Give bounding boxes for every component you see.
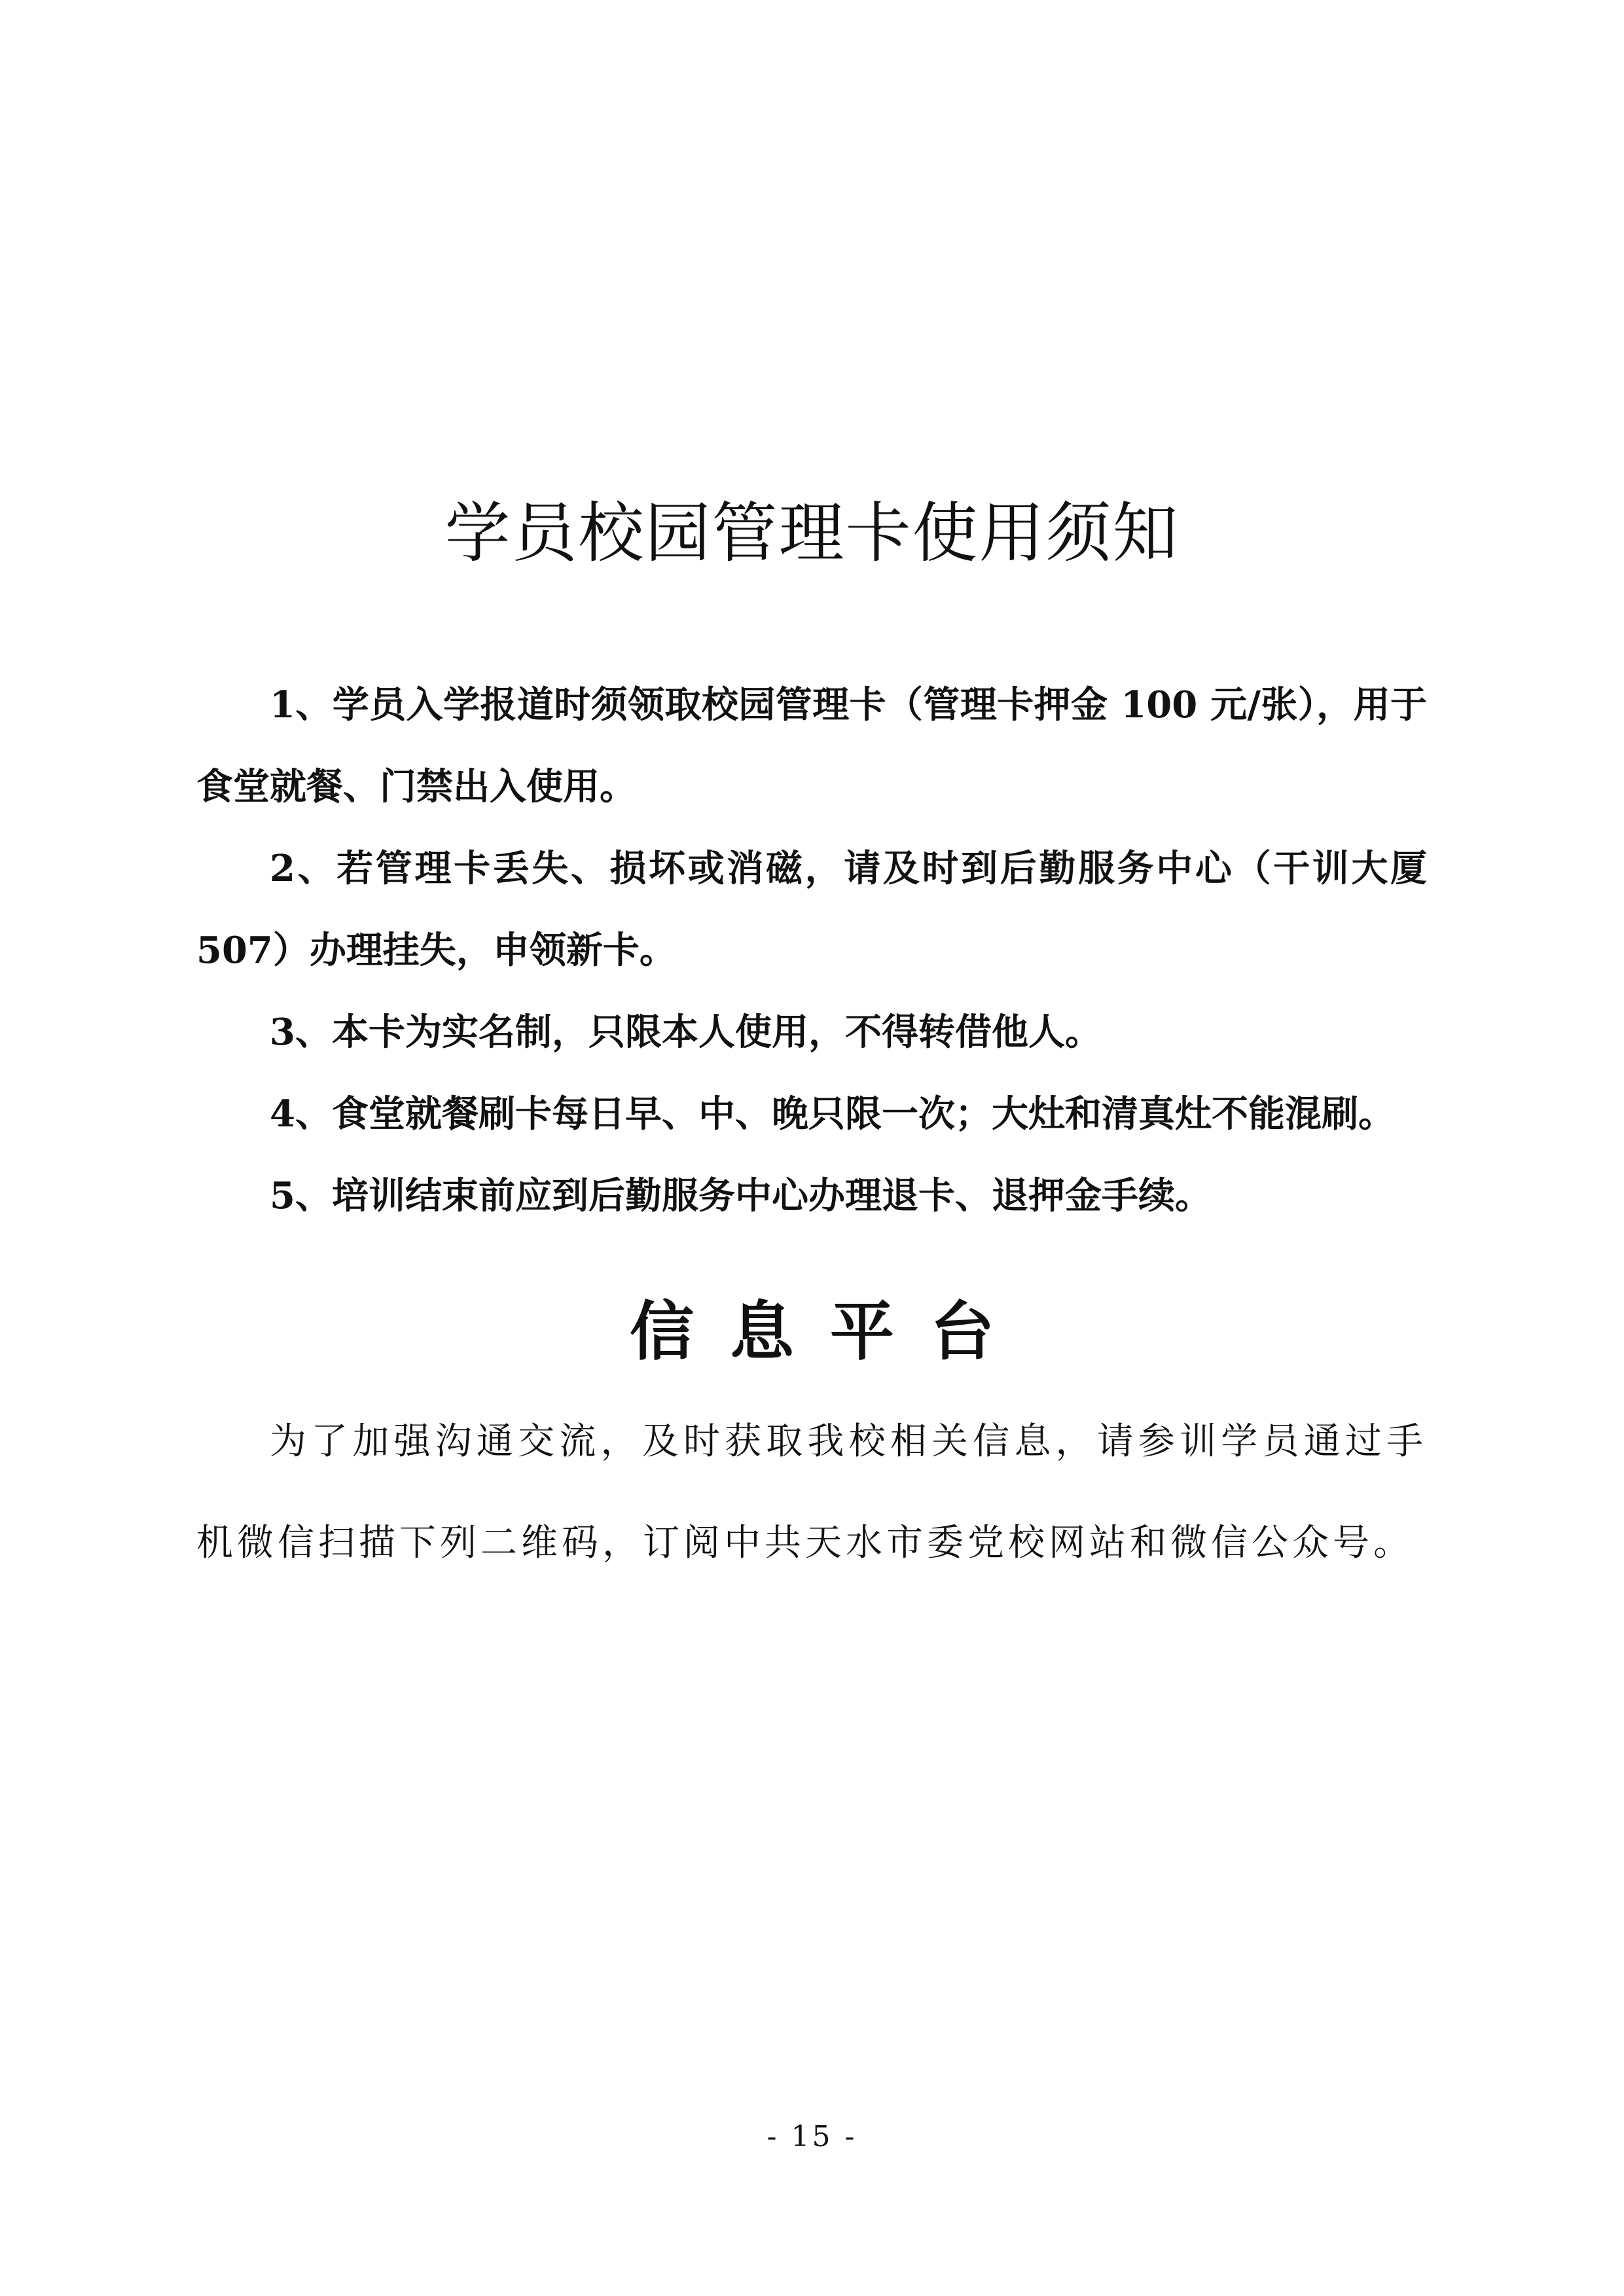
info-section — [196, 1391, 1427, 1594]
info-paragraph: 为了加强沟通交流，及时获取我校相关信息，请参训学员通过手机微信扫描下列二维码，订阅中共天水市委党校网站和微信公众号。 — [196, 1420, 1427, 1564]
rules-list — [196, 664, 1427, 1237]
section-title-info-platform: 信息平台 — [629, 1294, 1030, 1369]
rule-item-5: 5、培训结束前应到后勤服务中心办理退卡、退押金手续。 — [270, 1174, 1212, 1217]
rule-item-1: 1、学员入学报道时须领取校园管理卡（管理卡押金 100 元/张），用于食堂就餐、门禁出入使用。 — [196, 683, 1427, 808]
page-number: - 15 - — [767, 2120, 857, 2153]
page-title: 学员校园管理卡使用须知 — [444, 495, 1180, 571]
rule-item-3: 3、本卡为实名制，只限本人使用，不得转借他人。 — [270, 1011, 1102, 1054]
rule-item-2: 2、若管理卡丢失、损坏或消磁，请及时到后勤服务中心（干训大厦 507）办理挂失，申领新卡。 — [196, 847, 1427, 972]
rule-item-4: 4、食堂就餐刷卡每日早、中、晚只限一次；大灶和清真灶不能混刷。 — [270, 1092, 1395, 1136]
